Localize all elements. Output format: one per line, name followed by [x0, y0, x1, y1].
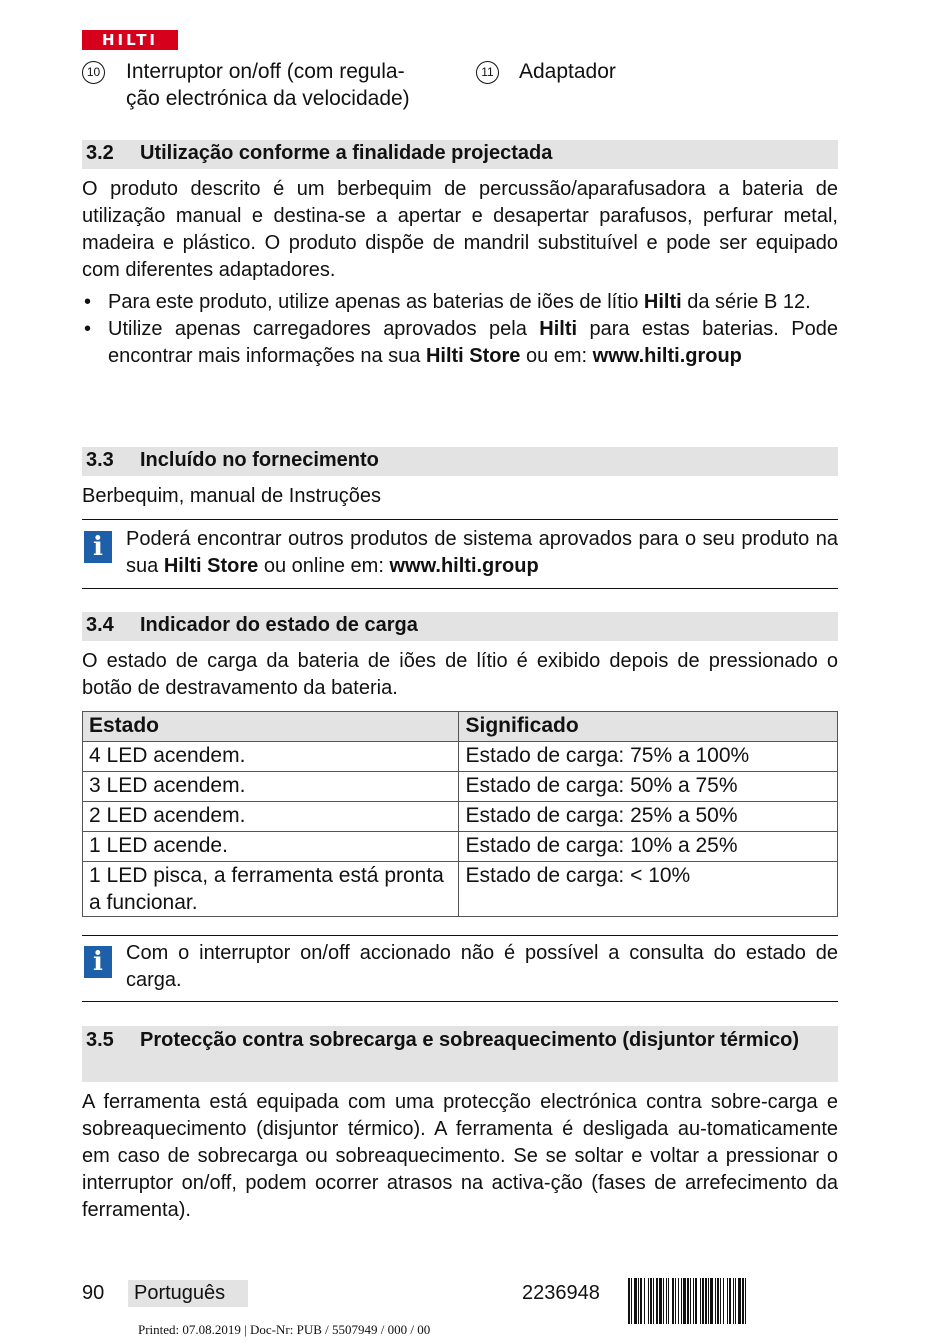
note-text: Com o interruptor on/off accionado não é possível a consulta do estado de carga. [126, 942, 838, 991]
section-title: Indicador do estado de carga [140, 614, 418, 636]
note-text [126, 526, 838, 580]
page-number: 90 [82, 1282, 105, 1304]
website-link[interactable]: www.hilti.group [592, 345, 742, 367]
table-row [83, 802, 838, 832]
brand-text: Hilti [539, 318, 578, 340]
list-item [82, 289, 838, 316]
legend-item-10 [126, 58, 410, 112]
print-info: Printed: 07.08.2019 | Doc-Nr: PUB / 5507949 / 000 / 00 [138, 1322, 431, 1337]
text: Para este produto, utilize apenas as baterias de iões de lítio [108, 291, 644, 313]
column-header-significado: Significado [459, 712, 838, 742]
store-text: Hilti Store [425, 345, 521, 367]
table-cell: Estado de carga: 75% a 100% [459, 742, 838, 772]
table-cell: Estado de carga: 50% a 75% [459, 772, 838, 802]
legend-item-11: Adaptador [519, 60, 616, 83]
table-header-row [83, 712, 838, 742]
section-number: 3.4 [86, 614, 114, 636]
section-heading-3-4 [82, 612, 838, 641]
section-title: Protecção contra sobrecarga e sobreaquecimento (disjuntor térmico) [140, 1029, 800, 1051]
table-row [83, 862, 838, 917]
legend-text-10b: ção electrónica da velocidade) [126, 87, 410, 110]
table-cell: Estado de carga: 10% a 25% [459, 832, 838, 862]
legend-text-10a: Interruptor on/off (com regula- [126, 60, 405, 83]
table-row [83, 772, 838, 802]
bullet-list [82, 289, 838, 370]
text: Poderá encontrar outros produtos de sistema aprovados para o seu produto na sua [126, 528, 838, 577]
info-note [82, 519, 838, 589]
table-cell: 3 LED acendem. [83, 772, 459, 802]
text: para estas baterias. Pode encontrar mais informações na sua [108, 318, 839, 367]
document-code: 2236948 [522, 1282, 600, 1304]
info-icon: i [84, 946, 112, 978]
text: da série B 12. [681, 291, 811, 313]
text: ou online em: [258, 555, 390, 577]
table-cell: Estado de carga: < 10% [459, 862, 838, 917]
section-title: Incluído no fornecimento [140, 449, 379, 471]
column-header-estado: Estado [83, 712, 459, 742]
table-cell: 1 LED acende. [83, 832, 459, 862]
brand-text: Hilti [643, 291, 682, 313]
bullet-dot: • [84, 318, 92, 340]
legend-number-10: 10 [82, 61, 105, 84]
charge-state-table [82, 711, 838, 917]
text: Utilize apenas carregadores aprovados pela [108, 318, 540, 340]
paragraph-scope-of-delivery: Berbequim, manual de Instruções [82, 485, 382, 507]
table-row [83, 742, 838, 772]
barcode [628, 1278, 836, 1324]
list-item [82, 316, 838, 370]
section-number: 3.3 [86, 449, 114, 471]
table-cell: 4 LED acendem. [83, 742, 459, 772]
hilti-logo: HILTI [82, 30, 178, 50]
table-cell: 1 LED pisca, a ferramenta está pronta a funcionar. [83, 862, 459, 917]
section-heading-3-5 [82, 1026, 838, 1082]
legend-number-11: 11 [476, 61, 499, 84]
section-number: 3.2 [86, 142, 114, 164]
paragraph-overload-protection: A ferramenta está equipada com uma protecção electrónica contra sobre-carga e sobreaquecimento (disjuntor térmico). A ferramenta é desligada au-tomaticamente em caso de sobrecarga ou sobreaquecimento. Se se soltar e voltar a pressionar o interruptor on/off, podem ocorrer atrasos na activa-ção (fases de arrefecimento da ferramenta). [82, 1091, 838, 1221]
paragraph-intended-use: O produto descrito é um berbequim de percussão/aparafusadora a bateria de utilização manual e destina-se a apertar e desapertar parafusos, perfurar metal, madeira e plástico. O produto dispõe de mandril substituível e pode ser equipado com diferentes adaptadores. [82, 178, 838, 281]
section-title: Utilização conforme a finalidade projectada [140, 142, 553, 164]
info-note [82, 935, 838, 1002]
language-label: Português [128, 1280, 248, 1307]
section-number: 3.5 [86, 1029, 114, 1051]
table-cell: 2 LED acendem. [83, 802, 459, 832]
section-heading-3-2 [82, 140, 838, 169]
text: ou em: [520, 345, 593, 367]
table-cell: Estado de carga: 25% a 50% [459, 802, 838, 832]
info-icon: i [84, 531, 112, 563]
table-row [83, 832, 838, 862]
website-link[interactable]: www.hilti.group [389, 555, 539, 577]
bullet-dot: • [84, 291, 92, 313]
paragraph-charge-state: O estado de carga da bateria de iões de lítio é exibido depois de pressionado o botão de destravamento da bateria. [82, 650, 838, 699]
store-text: Hilti Store [163, 555, 259, 577]
section-heading-3-3 [82, 447, 838, 476]
